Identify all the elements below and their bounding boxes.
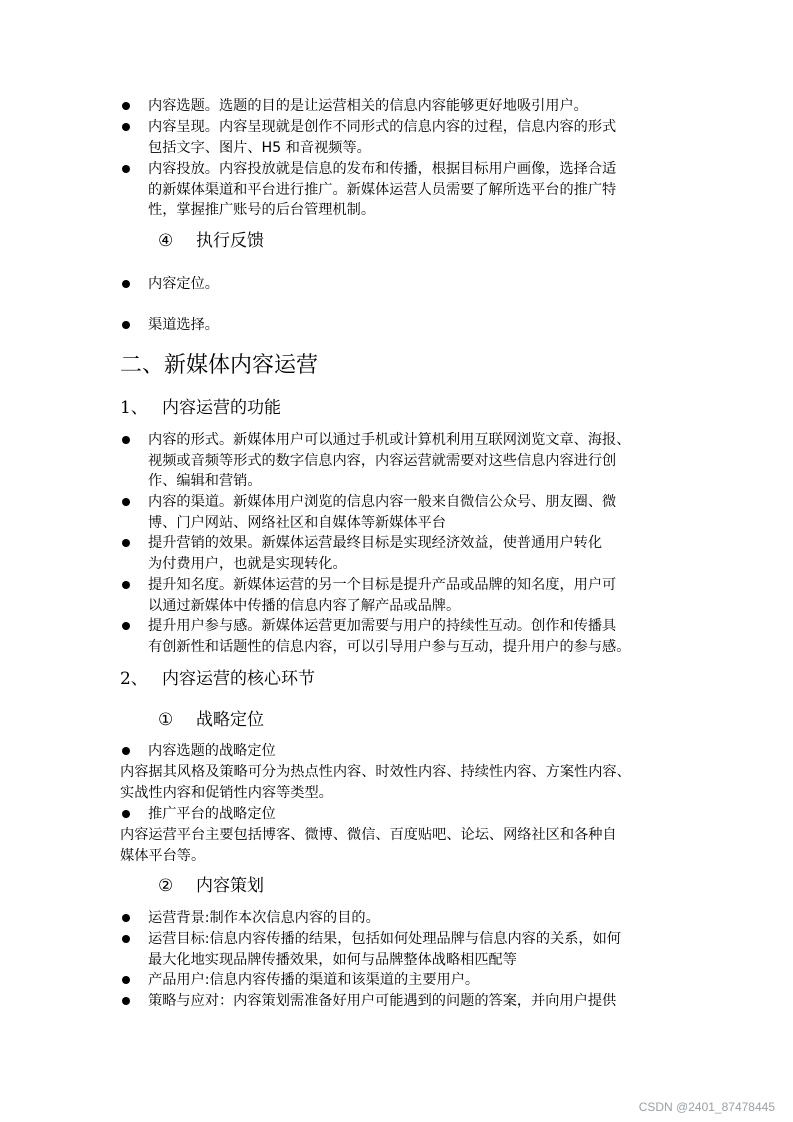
list-item-line: 有创新性和话题性的信息内容，可以引导用户参与互动，提升用户的参与感。 (148, 638, 631, 655)
list-item (120, 991, 680, 1012)
bullet-icon (122, 935, 130, 943)
bullet-icon (122, 321, 130, 329)
list-item-text: 产品用户:信息内容传播的渠道和该渠道的主要用户。 (148, 972, 480, 988)
list-item-text: 内容选题的战略定位 (148, 743, 276, 759)
list-item (120, 575, 680, 616)
list-item (120, 315, 680, 336)
bullet-icon (122, 165, 130, 173)
list-item-line: 最大化地实现品牌传播效果，如何与品牌整体战略相匹配等 (148, 951, 517, 968)
list-item (120, 616, 680, 657)
list-item-line: 内容呈现。内容呈现就是创作不同形式的信息内容的过程，信息内容的形式 (148, 119, 617, 135)
bullet-icon (122, 810, 130, 818)
paragraph-line: 内容运营平台主要包括博客、微博、微信、百度贴吧、论坛、网络社区和各种自 (120, 827, 617, 843)
paragraph (120, 825, 680, 866)
list-item (120, 908, 680, 929)
list-item-text: 推广平台的战略定位 (148, 806, 276, 822)
list-item-text: 策略与应对：内容策划需准备好用户可能遇到的问题的答案，并向用户提供 (148, 993, 617, 1009)
list-item-line: 内容投放。内容投放就是信息的发布和传播，根据目标用户画像，选择合适 (148, 161, 617, 177)
list-item-text: 运营背景:制作本次信息内容的目的。 (148, 910, 380, 926)
list-item-text: 渠道选择。 (148, 317, 219, 333)
list-item (120, 159, 680, 221)
list-item (120, 929, 680, 970)
bullet-icon (122, 123, 130, 131)
subsection-number: 2、 (120, 669, 148, 689)
subsection-label: 内容运营的功能 (162, 398, 281, 418)
subsection-heading (120, 397, 281, 419)
step-number: ② (158, 876, 174, 896)
step-heading (158, 709, 264, 731)
list-item (120, 492, 680, 533)
list-item (120, 96, 680, 117)
list-item-line: 的新媒体渠道和平台进行推广。新媒体运营人员需要了解所选平台的推广特 (148, 181, 617, 198)
list-item-line: 提升知名度。新媒体运营的另一个目标是提升产品或品牌的知名度，用户可 (148, 577, 617, 593)
bullet-icon (122, 539, 130, 547)
bullet-icon (122, 997, 130, 1005)
list-item-line: 提升营销的效果。新媒体运营最终目标是实现经济效益，使普通用户转化 (148, 535, 603, 551)
bullet-icon (122, 436, 130, 444)
list-item (120, 430, 680, 492)
bullet-icon (122, 914, 130, 922)
step-label: 内容策划 (196, 876, 264, 896)
step-number: ① (158, 710, 174, 730)
bullet-icon (122, 976, 130, 984)
bullet-icon (122, 498, 130, 506)
step-number: ④ (158, 231, 174, 251)
bullet-icon (122, 280, 130, 288)
step-label: 战略定位 (196, 710, 264, 730)
section-title: 二、新媒体内容运营 (120, 353, 319, 378)
list-item-line: 包括文字、图片、H5 和音视频等。 (148, 139, 371, 156)
list-item (120, 274, 680, 295)
list-item-line: 博、门户网站、网络社区和自媒体等新媒体平台 (148, 514, 446, 531)
list-item-line: 提升用户参与感。新媒体运营更加需要与用户的持续性互动。创作和传播具 (148, 618, 617, 634)
list-item (120, 741, 680, 762)
list-item-line: 作、编辑和营销。 (148, 473, 262, 490)
bullet-icon (122, 622, 130, 630)
subsection-number: 1、 (120, 398, 148, 418)
list-item-text: 内容定位。 (148, 276, 219, 292)
step-heading (158, 875, 264, 897)
list-item-line: 内容的形式。新媒体用户可以通过手机或计算机利用互联网浏览文章、海报、 (148, 432, 631, 448)
paragraph-line: 实战性内容和促销性内容等类型。 (120, 784, 333, 801)
list-item-line: 运营目标:信息内容传播的结果，包括如何处理品牌与信息内容的关系，如何 (148, 931, 621, 947)
paragraph-line: 内容据其风格及策略可分为热点性内容、时效性内容、持续性内容、方案性内容、 (120, 764, 631, 780)
paragraph-line: 媒体平台等。 (120, 847, 206, 864)
bullet-icon (122, 747, 130, 755)
list-item (120, 117, 680, 158)
list-item (120, 970, 680, 991)
list-item-line: 以通过新媒体中传播的信息内容了解产品或品牌。 (148, 597, 461, 614)
footer-credit: CSDN @2401_87478445 (638, 1100, 775, 1114)
list-item-line: 性，掌握推广账号的后台管理机制。 (148, 202, 376, 219)
subsection-label: 内容运营的核心环节 (162, 669, 315, 689)
list-item (120, 533, 680, 574)
list-item-line: 视频或音频等形式的数字信息内容，内容运营就需要对这些信息内容进行创 (148, 452, 617, 469)
list-item-text: 内容选题。选题的目的是让运营相关的信息内容能够更好地吸引用户。 (148, 98, 588, 114)
step-heading (158, 230, 264, 252)
bullet-icon (122, 581, 130, 589)
subsection-heading (120, 668, 315, 690)
step-label: 执行反馈 (196, 231, 264, 251)
list-item (120, 804, 680, 825)
paragraph (120, 762, 680, 803)
list-item-line: 内容的渠道。新媒体用户浏览的信息内容一般来自微信公众号、朋友圈、微 (148, 494, 617, 510)
bullet-icon (122, 102, 130, 110)
list-item-line: 为付费用户，也就是实现转化。 (148, 555, 347, 572)
